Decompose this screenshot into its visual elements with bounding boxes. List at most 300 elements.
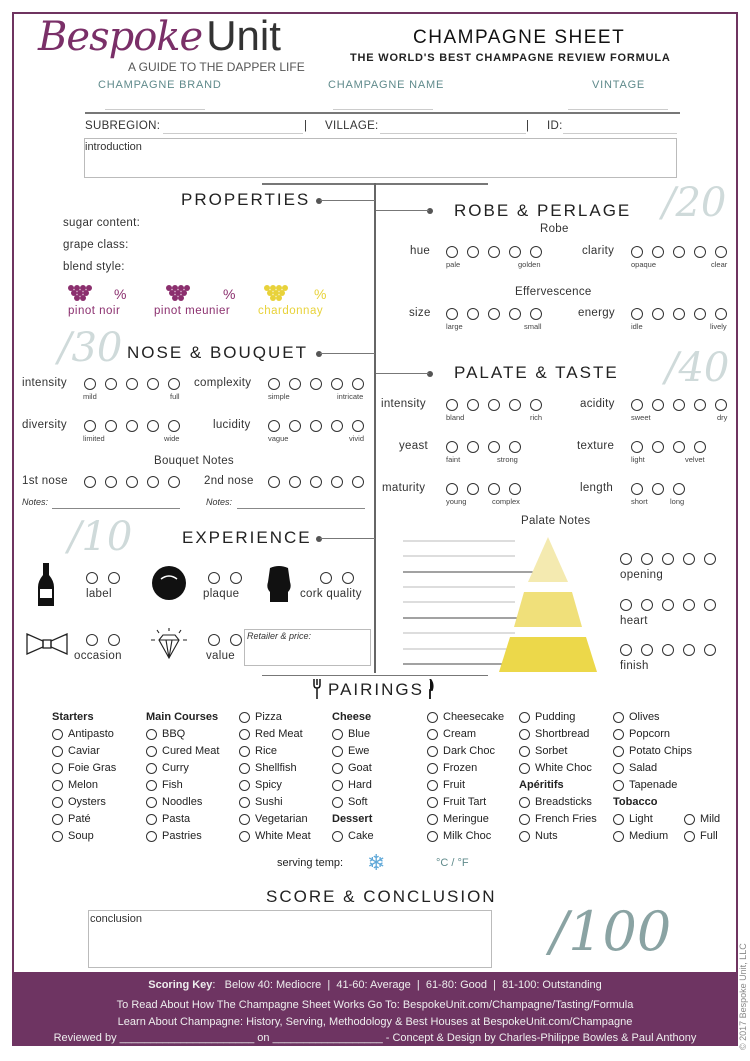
footer <box>12 972 738 1046</box>
pairing-checkbox[interactable] <box>52 831 63 842</box>
clarity-rating-option[interactable] <box>715 246 727 258</box>
conclusion-field[interactable] <box>88 910 492 968</box>
intensity-rating-option[interactable] <box>467 399 479 411</box>
robe-perlage-heading: ROBE & PERLAGE <box>454 201 632 220</box>
pairing-checkbox[interactable] <box>519 831 530 842</box>
robe-subheading: Robe <box>540 223 569 235</box>
finish-rating-option[interactable] <box>662 644 674 656</box>
lucidity-high-label: vivid <box>349 434 365 443</box>
acidity-rating-option[interactable] <box>694 399 706 411</box>
label-label: label <box>86 588 112 600</box>
experience-score: /10 <box>68 514 133 560</box>
intensity-low-label: mild <box>83 392 97 401</box>
pairing-option-label[interactable]: Medium <box>629 830 669 842</box>
2nd-nose-rating-option[interactable] <box>331 476 343 488</box>
maturity-label: maturity <box>382 482 426 494</box>
1st-nose-rating-option[interactable] <box>84 476 96 488</box>
yeast-rating-option[interactable] <box>467 441 479 453</box>
pairing-option-label[interactable]: Meringue <box>443 813 489 825</box>
texture-rating-option[interactable] <box>694 441 706 453</box>
pairing-checkbox[interactable] <box>146 780 157 791</box>
intensity-rating-option[interactable] <box>84 378 96 390</box>
heart-rating-option[interactable] <box>683 599 695 611</box>
opening-label: opening <box>620 569 664 581</box>
yeast-label: yeast <box>399 440 428 452</box>
texture-rating-option[interactable] <box>631 441 643 453</box>
grape-percent[interactable]: % <box>114 286 127 302</box>
diversity-label: diversity <box>22 419 67 431</box>
acidity-rating-option[interactable] <box>715 399 727 411</box>
texture-high-label: velvet <box>685 455 705 464</box>
2nd-nose-rating-option[interactable] <box>352 476 364 488</box>
pairing-option-label[interactable]: Goat <box>348 762 372 774</box>
size-rating-option[interactable] <box>467 308 479 320</box>
temperature-units[interactable]: °C / °F <box>436 857 469 869</box>
yeast-rating-option[interactable] <box>488 441 500 453</box>
vintage-label: VINTAGE <box>592 79 646 91</box>
cork-quality-label: cork quality <box>300 588 362 600</box>
pairing-checkbox[interactable] <box>239 814 250 825</box>
sugar-content-label: sugar content: <box>63 217 141 229</box>
pairing-option-label[interactable]: Cheesecake <box>443 711 505 723</box>
pairing-checkbox[interactable] <box>239 780 250 791</box>
finish-label: finish <box>620 660 649 672</box>
pairing-checkbox[interactable] <box>613 746 624 757</box>
maturity-high-label: complex <box>492 497 520 506</box>
length-rating-option[interactable] <box>631 483 643 495</box>
pairing-checkbox[interactable] <box>52 814 63 825</box>
pairing-option-label[interactable]: Antipasto <box>68 728 114 740</box>
pairing-checkbox[interactable] <box>427 797 438 808</box>
pairing-option-label[interactable]: Noodles <box>162 796 203 808</box>
pairing-option-label[interactable]: Cake <box>348 830 374 842</box>
pairing-checkbox[interactable] <box>613 712 624 723</box>
pairing-checkbox[interactable] <box>684 814 695 825</box>
clarity-rating-option[interactable] <box>631 246 643 258</box>
clarity-rating-option[interactable] <box>694 246 706 258</box>
pairing-option-label[interactable]: Blue <box>348 728 371 740</box>
pairing-checkbox[interactable] <box>519 729 530 740</box>
size-rating-option[interactable] <box>446 308 458 320</box>
lucidity-rating-option[interactable] <box>289 420 301 432</box>
pairing-checkbox[interactable] <box>146 831 157 842</box>
conclusion-placeholder: conclusion <box>90 913 142 925</box>
pairing-checkbox[interactable] <box>613 729 624 740</box>
value-rating-option[interactable] <box>208 634 220 646</box>
1st-nose-rating-option[interactable] <box>126 476 138 488</box>
texture-rating-option[interactable] <box>652 441 664 453</box>
pairing-option-label[interactable]: Cured Meat <box>162 745 220 757</box>
separator: | <box>526 120 530 132</box>
size-high-label: small <box>524 322 542 331</box>
bouquet-notes-label: Bouquet Notes <box>154 455 234 467</box>
pairing-checkbox[interactable] <box>332 746 343 757</box>
pairing-checkbox[interactable] <box>427 763 438 774</box>
pairing-option-label[interactable]: Oysters <box>68 796 106 808</box>
pairing-checkbox[interactable] <box>332 831 343 842</box>
pairing-option-label[interactable]: Fruit Tart <box>443 796 487 808</box>
acidity-low-label: sweet <box>631 413 651 422</box>
finish-rating-option[interactable] <box>704 644 716 656</box>
pairing-checkbox[interactable] <box>332 780 343 791</box>
pairing-option-label[interactable]: Pizza <box>255 711 282 723</box>
tree-bottom-line <box>262 675 488 676</box>
diversity-rating-option[interactable] <box>168 420 180 432</box>
pairing-checkbox[interactable] <box>239 712 250 723</box>
opening-rating-option[interactable] <box>683 553 695 565</box>
energy-rating-option[interactable] <box>715 308 727 320</box>
pairing-checkbox[interactable] <box>146 763 157 774</box>
fork-icon <box>313 679 321 699</box>
pairing-option-label[interactable]: White Choc <box>535 762 592 774</box>
palate-notes-label: Palate Notes <box>521 515 591 527</box>
pairing-option-label[interactable]: Paté <box>68 813 91 825</box>
energy-rating-option[interactable] <box>631 308 643 320</box>
yeast-rating-option[interactable] <box>509 441 521 453</box>
pairing-checkbox[interactable] <box>52 763 63 774</box>
length-high-label: long <box>670 497 685 506</box>
pairing-option-label[interactable]: Full <box>700 830 718 842</box>
intensity-low-label: bland <box>446 413 465 422</box>
pairing-checkbox[interactable] <box>52 746 63 757</box>
pairing-option-label[interactable]: Mild <box>700 813 721 825</box>
champagne-name-field[interactable] <box>333 109 433 110</box>
heart-rating-option[interactable] <box>662 599 674 611</box>
pairing-checkbox[interactable] <box>239 831 250 842</box>
introduction-placeholder: introduction <box>85 141 142 153</box>
pairing-option-label[interactable]: Curry <box>162 762 189 774</box>
intensity-rating-option[interactable] <box>488 399 500 411</box>
pairing-checkbox[interactable] <box>239 763 250 774</box>
pairing-option-label[interactable]: Frozen <box>443 762 478 774</box>
hue-rating-option[interactable] <box>509 246 521 258</box>
size-rating-option[interactable] <box>509 308 521 320</box>
intensity-rating-option[interactable] <box>530 399 542 411</box>
pairing-option-label[interactable]: Foie Gras <box>68 762 117 774</box>
pairing-checkbox[interactable] <box>52 780 63 791</box>
lucidity-rating-option[interactable] <box>310 420 322 432</box>
maturity-rating-option[interactable] <box>467 483 479 495</box>
formula-link-text: To Read About How The Champagne Sheet Works Go To: BespokeUnit.com/Champagne/Tasting/Formula <box>116 999 634 1011</box>
finish-rating-option[interactable] <box>683 644 695 656</box>
hue-rating-option[interactable] <box>530 246 542 258</box>
pairing-option-label[interactable]: Soft <box>348 796 368 808</box>
2nd-nose-rating-option[interactable] <box>289 476 301 488</box>
pairing-checkbox[interactable] <box>427 814 438 825</box>
finish-rating-option[interactable] <box>620 644 632 656</box>
energy-rating-option[interactable] <box>694 308 706 320</box>
intensity-rating-option[interactable] <box>509 399 521 411</box>
finish-rating-option[interactable] <box>641 644 653 656</box>
plaque-rating-option[interactable] <box>208 572 220 584</box>
diversity-high-label: wide <box>164 434 180 443</box>
header-divider <box>85 112 680 114</box>
notes-label: Notes: <box>22 497 49 507</box>
village-field[interactable] <box>380 133 526 134</box>
palate-pyramid <box>400 530 600 675</box>
pairing-option-label[interactable]: Fruit <box>443 779 465 791</box>
pairing-option-label[interactable]: Light <box>629 813 653 825</box>
intensity-rating-option[interactable] <box>105 378 117 390</box>
intensity-high-label: full <box>170 392 180 401</box>
cork-quality-rating-option[interactable] <box>320 572 332 584</box>
pairing-checkbox[interactable] <box>332 729 343 740</box>
complexity-rating-option[interactable] <box>268 378 280 390</box>
pairing-category-heading: Tobacco <box>613 796 658 808</box>
pairing-checkbox[interactable] <box>519 763 530 774</box>
hue-high-label: golden <box>518 260 541 269</box>
complexity-rating-option[interactable] <box>289 378 301 390</box>
2nd-nose-notes-field[interactable] <box>237 508 365 509</box>
maturity-rating-option[interactable] <box>446 483 458 495</box>
logo-word: Unit <box>206 12 281 59</box>
bowtie-icon <box>25 632 69 656</box>
pairing-checkbox[interactable] <box>52 729 63 740</box>
pairing-option-label[interactable]: Fish <box>162 779 183 791</box>
pairing-checkbox[interactable] <box>427 780 438 791</box>
retailer-price-field[interactable] <box>244 629 371 666</box>
pairing-category-heading: Starters <box>52 711 94 723</box>
pairing-option-label[interactable]: Soup <box>68 830 94 842</box>
subregion-field[interactable] <box>163 133 303 134</box>
length-rating-option[interactable] <box>673 483 685 495</box>
complexity-rating-option[interactable] <box>331 378 343 390</box>
clarity-rating-option[interactable] <box>652 246 664 258</box>
pairing-option-label[interactable]: Hard <box>348 779 372 791</box>
grape-cluster-icon <box>262 284 292 304</box>
pairing-option-label[interactable]: Breadsticks <box>535 796 592 808</box>
grape-percent[interactable]: % <box>314 286 327 302</box>
complexity-rating-option[interactable] <box>310 378 322 390</box>
pairing-option-label[interactable]: White Meat <box>255 830 311 842</box>
pairing-option-label[interactable]: Olives <box>629 711 660 723</box>
pairing-checkbox[interactable] <box>684 831 695 842</box>
plaque-rating-option[interactable] <box>230 572 242 584</box>
2nd-nose-rating-option[interactable] <box>310 476 322 488</box>
clarity-rating-option[interactable] <box>673 246 685 258</box>
diversity-rating-option[interactable] <box>126 420 138 432</box>
pairing-checkbox[interactable] <box>427 746 438 757</box>
reviewed-by-line: Reviewed by ______________________ on __________________ - Concept & Design by Charles-Philippe Bowles & Paul Anthony <box>53 1032 697 1044</box>
logo-script: Bespoke <box>38 14 203 60</box>
grape-cluster-icon <box>164 284 194 304</box>
pyramid-top <box>528 537 568 582</box>
maturity-rating-option[interactable] <box>488 483 500 495</box>
opening-rating-option[interactable] <box>620 553 632 565</box>
branch-dot <box>427 208 433 214</box>
yeast-high-label: strong <box>497 455 518 464</box>
pairing-checkbox[interactable] <box>146 814 157 825</box>
scoring-key <box>12 979 738 991</box>
opening-rating-option[interactable] <box>704 553 716 565</box>
energy-label: energy <box>578 307 615 319</box>
label-rating-option[interactable] <box>86 572 98 584</box>
pairing-checkbox[interactable] <box>332 763 343 774</box>
1st-nose-rating-option[interactable] <box>168 476 180 488</box>
pairing-option-label[interactable]: Shortbread <box>535 728 590 740</box>
1st-nose-rating-option[interactable] <box>147 476 159 488</box>
experience-heading: EXPERIENCE <box>182 528 312 547</box>
branch-dot <box>316 351 322 357</box>
serving-temp-label: serving temp: <box>277 857 344 869</box>
pairing-checkbox[interactable] <box>146 729 157 740</box>
length-rating-option[interactable] <box>652 483 664 495</box>
1st-nose-notes-field[interactable] <box>52 508 180 509</box>
pairing-checkbox[interactable] <box>427 729 438 740</box>
pairing-option-label[interactable]: Tapenade <box>629 779 678 791</box>
pairing-checkbox[interactable] <box>427 712 438 723</box>
introduction-field[interactable] <box>84 138 677 178</box>
cork-quality-rating-option[interactable] <box>342 572 354 584</box>
1st-nose-rating-option[interactable] <box>105 476 117 488</box>
size-rating-option[interactable] <box>488 308 500 320</box>
grape-class-label: grape class: <box>63 239 129 251</box>
pairing-option-label[interactable]: Sushi <box>255 796 283 808</box>
pairing-option-label[interactable]: French Fries <box>535 813 597 825</box>
pairing-option-label[interactable]: Spicy <box>255 779 282 791</box>
clarity-low-label: opaque <box>631 260 657 269</box>
opening-rating-option[interactable] <box>662 553 674 565</box>
heart-rating-option[interactable] <box>704 599 716 611</box>
intensity-rating-option[interactable] <box>126 378 138 390</box>
pairing-checkbox[interactable] <box>519 712 530 723</box>
pairings-heading: PAIRINGS <box>328 680 424 699</box>
2nd-nose-rating-option[interactable] <box>268 476 280 488</box>
score-conclusion-heading: SCORE & CONCLUSION <box>266 887 497 906</box>
pairing-checkbox[interactable] <box>519 746 530 757</box>
grape-percent[interactable]: % <box>223 286 236 302</box>
energy-high-label: lively <box>710 322 727 331</box>
pairing-checkbox[interactable] <box>427 831 438 842</box>
occasion-rating-option[interactable] <box>86 634 98 646</box>
pairing-option-label[interactable]: Ewe <box>348 745 370 757</box>
pairing-option-label[interactable]: Rice <box>255 745 278 757</box>
energy-low-label: idle <box>631 322 643 331</box>
pairing-option-label[interactable]: Dark Choc <box>443 745 495 757</box>
acidity-rating-option[interactable] <box>631 399 643 411</box>
maturity-rating-option[interactable] <box>509 483 521 495</box>
size-rating-option[interactable] <box>530 308 542 320</box>
pairing-option-label[interactable]: Pasta <box>162 813 191 825</box>
pairing-checkbox[interactable] <box>519 797 530 808</box>
id-label: ID: <box>547 120 563 132</box>
value-rating-option[interactable] <box>230 634 242 646</box>
complexity-high-label: intricate <box>337 392 364 401</box>
sheet-title: CHAMPAGNE SHEET <box>413 27 626 48</box>
pairing-category-heading: Cheese <box>332 711 372 723</box>
pairing-checkbox[interactable] <box>332 797 343 808</box>
occasion-label: occasion <box>74 650 122 662</box>
subregion-label: SUBREGION: <box>85 120 161 132</box>
nose-score: /30 <box>58 325 123 371</box>
pairing-checkbox[interactable] <box>613 814 624 825</box>
acidity-rating-option[interactable] <box>652 399 664 411</box>
champagne-brand-label: CHAMPAGNE BRAND <box>98 79 222 91</box>
pairing-option-label[interactable]: Caviar <box>68 745 100 757</box>
intensity-rating-option[interactable] <box>147 378 159 390</box>
pairing-category-heading: Dessert <box>332 813 373 825</box>
acidity-rating-option[interactable] <box>673 399 685 411</box>
pairing-option-label[interactable]: Vegetarian <box>255 813 308 825</box>
hue-rating-option[interactable] <box>488 246 500 258</box>
champagne-brand-field[interactable] <box>105 109 205 110</box>
label-rating-option[interactable] <box>108 572 120 584</box>
tree-trunk <box>374 183 376 673</box>
pairing-option-label[interactable]: Popcorn <box>629 728 670 740</box>
pairing-option-label[interactable]: Red Meat <box>255 728 303 740</box>
hue-rating-option[interactable] <box>446 246 458 258</box>
texture-rating-option[interactable] <box>673 441 685 453</box>
intensity-rating-option[interactable] <box>168 378 180 390</box>
pairing-checkbox[interactable] <box>519 814 530 825</box>
blend-style-label: blend style: <box>63 261 125 273</box>
opening-rating-option[interactable] <box>641 553 653 565</box>
pairing-option-label[interactable]: Salad <box>629 762 658 774</box>
id-field[interactable] <box>563 133 677 134</box>
pairing-option-label[interactable]: Shellfish <box>255 762 297 774</box>
properties-heading: PROPERTIES <box>181 190 311 209</box>
vintage-field[interactable] <box>568 109 668 110</box>
diversity-rating-option[interactable] <box>147 420 159 432</box>
pairing-checkbox[interactable] <box>613 780 624 791</box>
lucidity-rating-option[interactable] <box>331 420 343 432</box>
bottle-icon <box>36 563 56 607</box>
length-label: length <box>580 482 614 494</box>
logo-tagline: A GUIDE TO THE DAPPER LIFE <box>128 60 305 74</box>
intensity-rating-option[interactable] <box>446 399 458 411</box>
lucidity-rating-option[interactable] <box>268 420 280 432</box>
heart-rating-option[interactable] <box>620 599 632 611</box>
yeast-rating-option[interactable] <box>446 441 458 453</box>
heart-rating-option[interactable] <box>641 599 653 611</box>
energy-rating-option[interactable] <box>652 308 664 320</box>
pairing-option-label[interactable]: Pudding <box>535 711 576 723</box>
sheet-subtitle: THE WORLD'S BEST CHAMPAGNE REVIEW FORMULA <box>350 52 671 64</box>
size-low-label: large <box>446 322 463 331</box>
pairing-option-label[interactable]: Melon <box>68 779 98 791</box>
pairing-option-label[interactable]: Potato Chips <box>629 745 692 757</box>
pairing-option-label[interactable]: Cream <box>443 728 477 740</box>
heart-label: heart <box>620 615 648 627</box>
pairing-checkbox[interactable] <box>239 797 250 808</box>
pairing-checkbox[interactable] <box>52 797 63 808</box>
pairing-option-label[interactable]: Sorbet <box>535 745 568 757</box>
complexity-rating-option[interactable] <box>352 378 364 390</box>
diversity-rating-option[interactable] <box>105 420 117 432</box>
champagne-name-label: CHAMPAGNE NAME <box>328 79 445 91</box>
pairing-checkbox[interactable] <box>613 831 624 842</box>
pairing-option-label[interactable]: Pastries <box>162 830 202 842</box>
clarity-label: clarity <box>582 245 615 257</box>
pairing-option-label[interactable]: Nuts <box>535 830 558 842</box>
occasion-rating-option[interactable] <box>108 634 120 646</box>
diversity-rating-option[interactable] <box>84 420 96 432</box>
branch-line <box>320 200 375 201</box>
yeast-low-label: faint <box>446 455 461 464</box>
lucidity-rating-option[interactable] <box>352 420 364 432</box>
pairing-option-label[interactable]: Milk Choc <box>443 830 492 842</box>
pairing-checkbox[interactable] <box>146 797 157 808</box>
pairing-checkbox[interactable] <box>146 746 157 757</box>
pairing-checkbox[interactable] <box>239 746 250 757</box>
pairing-checkbox[interactable] <box>613 763 624 774</box>
effervescence-subheading: Effervescence <box>515 286 592 298</box>
pairing-option-label[interactable]: BBQ <box>162 728 186 740</box>
energy-rating-option[interactable] <box>673 308 685 320</box>
pairing-checkbox[interactable] <box>239 729 250 740</box>
hue-rating-option[interactable] <box>467 246 479 258</box>
total-score: /100 <box>550 900 672 963</box>
